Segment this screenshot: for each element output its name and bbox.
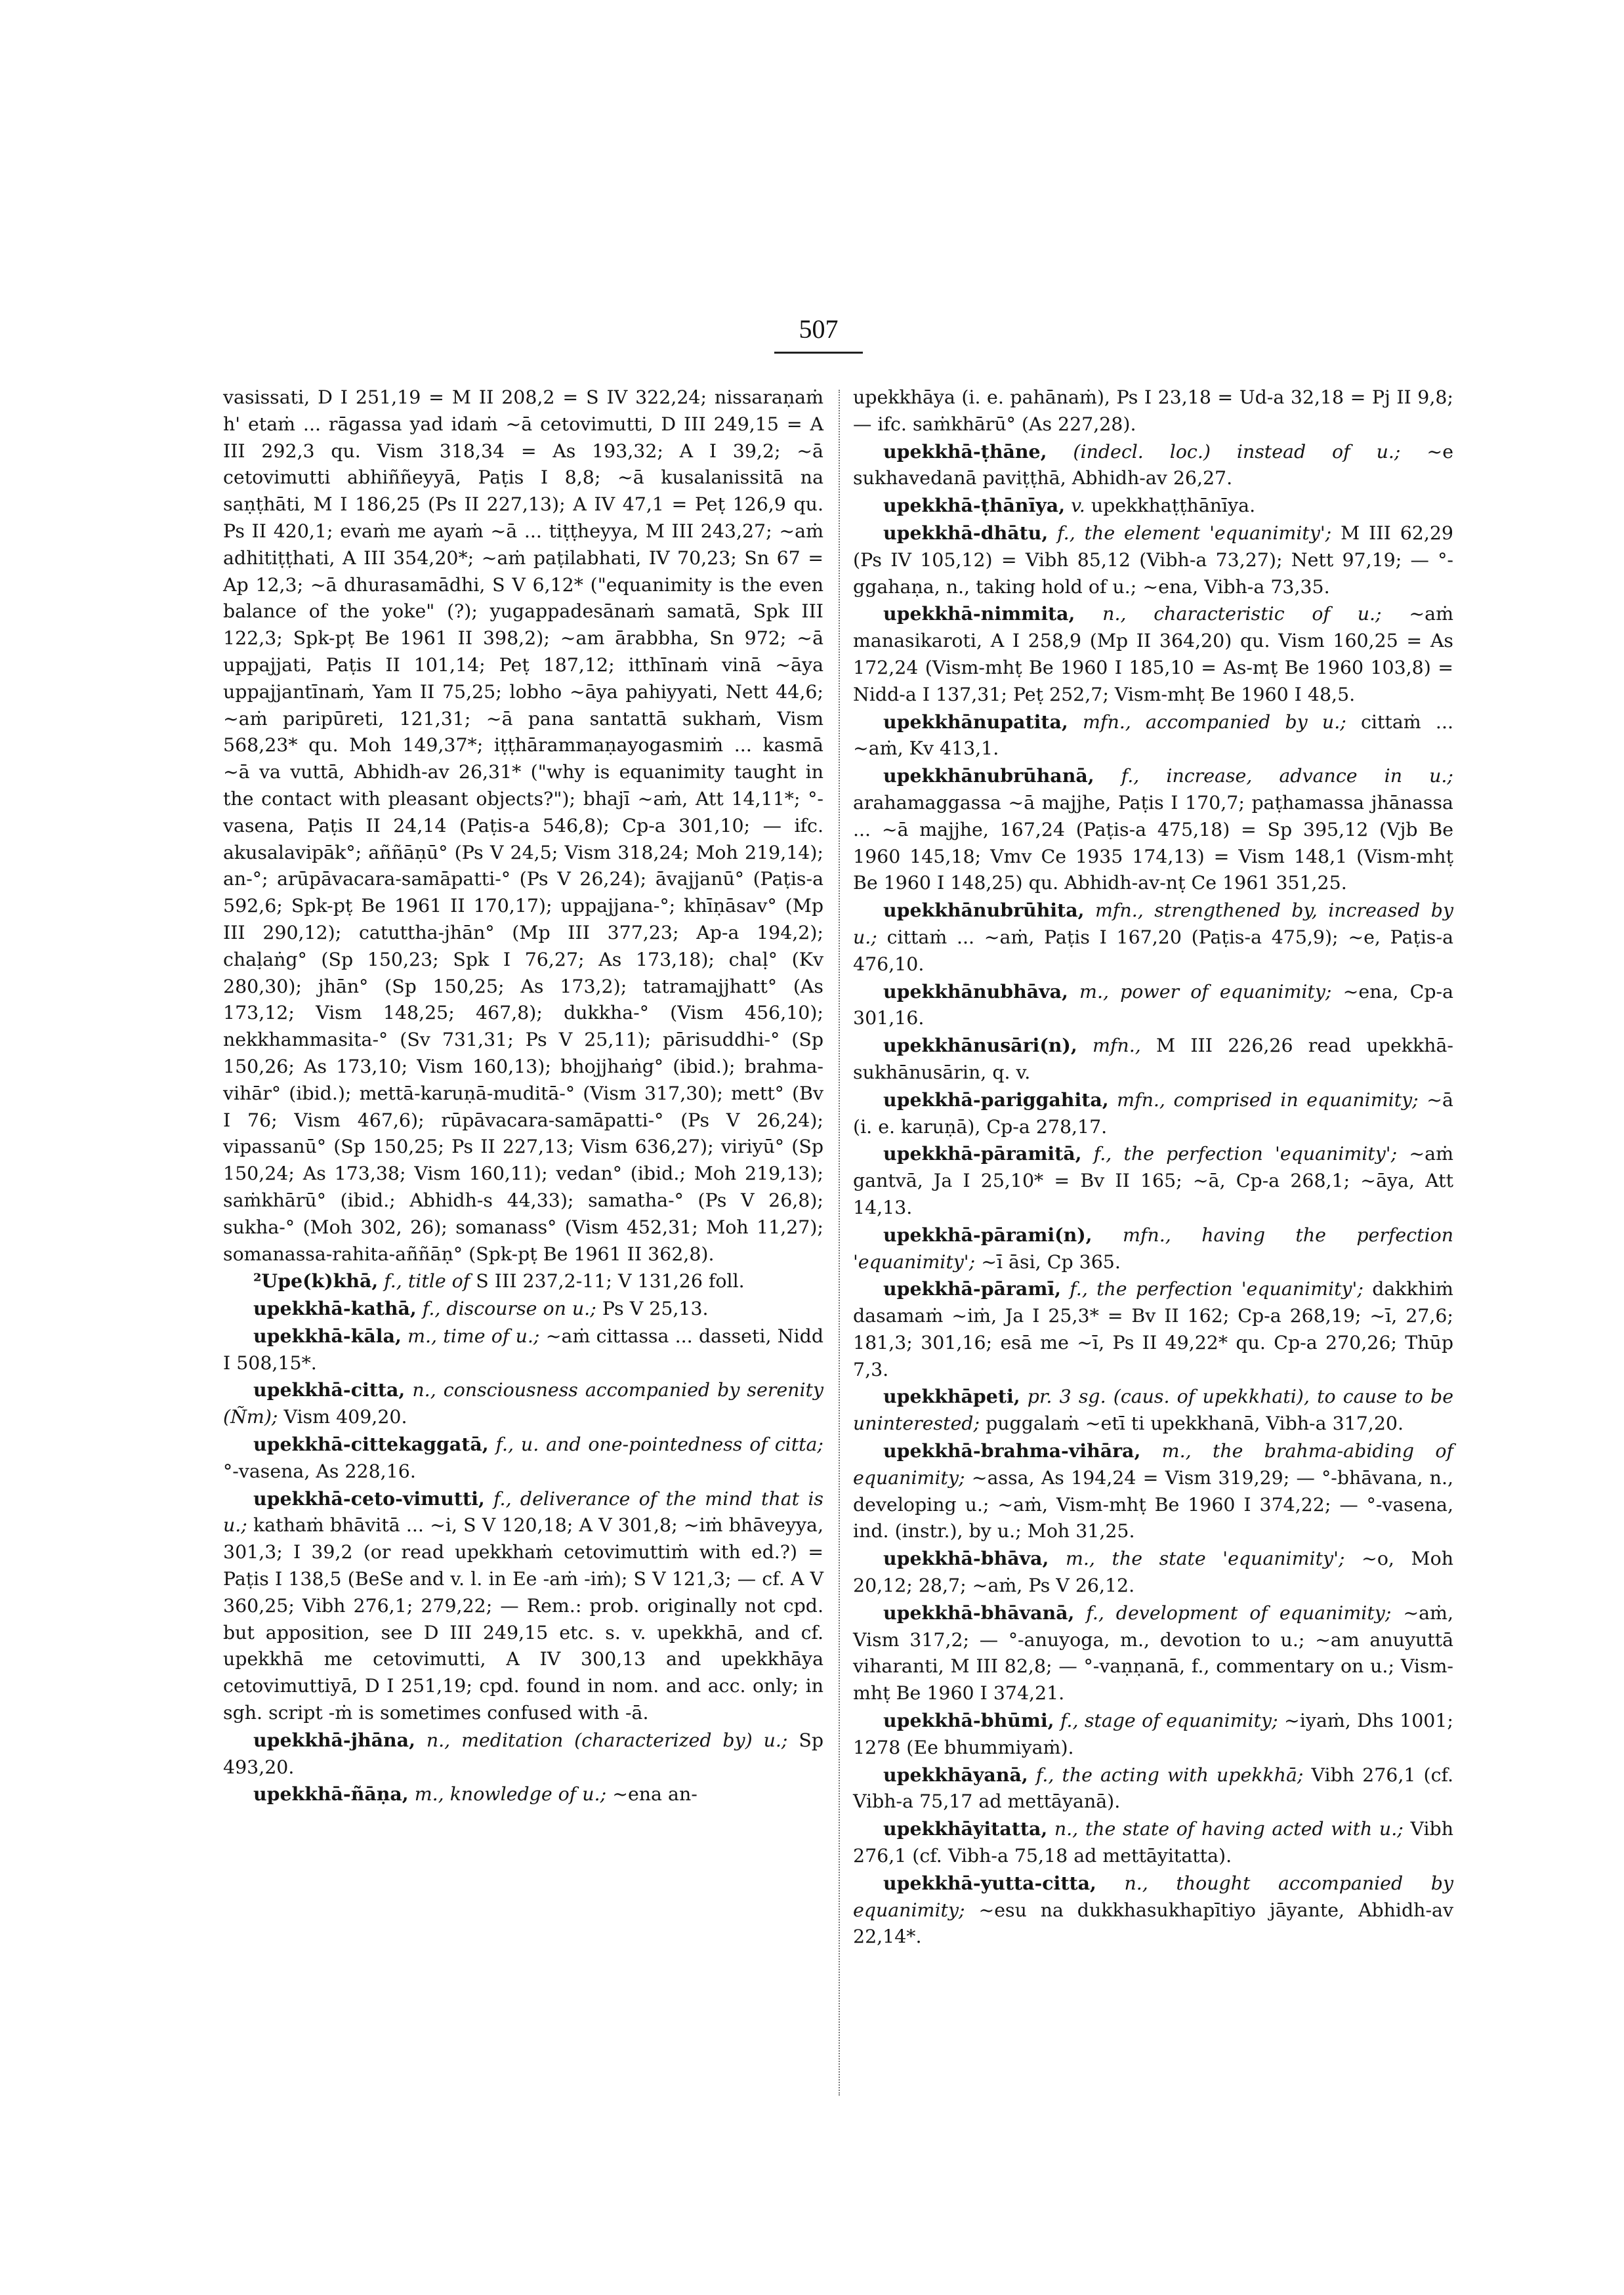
dictionary-entry [223, 1727, 823, 1781]
entry-body: ~esu na dukkhasukhapītiyo jāyante, Abhidh-av 22,14*. [853, 1899, 1453, 1948]
entry-gloss: f., increase, advance in u.; [1121, 765, 1453, 787]
dictionary-entry [853, 1140, 1453, 1221]
entry-body: ~ena, Cp-a 301,16. [853, 980, 1454, 1029]
entry-gloss: n., consciousness accompanied by serenity (Ñm); [223, 1379, 823, 1428]
entry-gloss: f., u. and one-pointedness of citta; [495, 1434, 823, 1456]
entry-body: M III 62,29 (Ps IV 105,12) = Vibh 85,12 (Vibh-a 73,27); Nett 97,19; — °-ggahaṇa, n., taking hold of u.; ~ena, Vibh-a 73,35. [853, 522, 1453, 598]
dictionary-entry [853, 520, 1453, 600]
dictionary-entry [853, 1870, 1453, 1951]
entry-gloss: mfn., accompanied by u.; [1083, 711, 1346, 733]
dictionary-entry [853, 1437, 1453, 1545]
entry-body: ~aṁ gantvā, Ja I 25,10* = Bv II 165; ~ā, Cp-a 268,1; ~āya, Att 14,13. [853, 1143, 1454, 1218]
dictionary-entry [223, 1268, 823, 1295]
entry-body: ~ī āsi, Cp 365. [981, 1251, 1121, 1273]
dictionary-entry [853, 1383, 1453, 1437]
entry-body: °-vasena, As 228,16. [223, 1460, 416, 1482]
entry-gloss: f., the element 'equanimity'; [1057, 522, 1332, 544]
entry-body: Sp 493,20. [223, 1729, 824, 1778]
entry-gloss: n., meditation (characterized by) u.; [426, 1729, 788, 1751]
entry-body: vasissati, D I 251,19 = M II 208,2 = S IV 322,24; nissaraṇaṁ h' etaṁ ... rāgassa yad idaṁ ~ā cetovimutti, D III 249,15 = A III 292,3 qu. Vism 318,34 = As 193,32; A I 39,2; ~ā cetovimutti abhiññeyyā, Paṭis I 8,8; ~ā kusalanissitā na saṇṭhāti, M I 186,25 (Ps II 227,13); A IV 47,1 = Peṭ 126,9 qu. Ps II 420,1; evaṁ me ayaṁ ~ā ... tiṭṭheyya, M III 243,27; ~aṁ adhitiṭṭhati, A III 354,20*; ~aṁ paṭilabhati, IV 70,23; Sn 67 = Ap 12,3; ~ā dhurasamādhi, S V 6,12* ("equanimity is the even balance of the yoke" (?); yugappadesānaṁ samatā, Spk III 122,3; Spk-pṭ Be 1961 II 398,2); ~am ārabbha, Sn 972; ~ā uppajjati, Paṭis II 101,14; Peṭ 187,12; itthīnaṁ vinā ~āya uppajjantīnaṁ, Yam II 75,25; lobho ~āya pahiyyati, Nett 44,6; ~aṁ paripūreti, 121,31; ~ā pana santattā sukhaṁ, Vism 568,23* qu. Moh 149,37*; iṭṭhārammaṇayogasmiṁ ... kasmā ~ā va vuttā, Abhidh-av 26,31* ("why is equanimity taught in the contact with pleasant objects?"); bhajī ~aṁ, Att 14,11*; °-vasena, Paṭis II 24,14 (Paṭis-a 546,8); Cp-a 301,10; — ifc. akusalavipāk°; aññāṇū° (Ps V 24,5; Vism 318,24; Moh 219,14); an-°; arūpāvacara-samāpatti-° (Ps V 26,24); āvajjanū° (Paṭis-a 592,6; Spk-pṭ Be 1961 II 170,17); uppajjana-°; khīṇāsav° (Mp III 290,12); catuttha-jhān° (Mp III 377,23; Ap-a 194,2); chaḷaṅg° (Sp 150,23; Spk I 76,27; As 173,18); chaḷ° (Kv 280,30); jhān° (Sp 150,25; As 173,2); tatramajjhatt° (As 173,12; Vism 148,25; 467,8); dukkha-° (Vism 456,10); nekkhammasita-° (Sv 731,31; Ps V 25,11); pārisuddhi-° (Sp 150,26; As 173,10; Vism 160,13); bhojjhaṅg° (ibid.); brahma-vihār° (ibid.); mettā-karuṇā-muditā-° (Vism 317,30); mett° (Bv I 76; Vism 467,6); rūpāvacara-samāpatti-° (Ps V 26,24); vipassanū° (Sp 150,25; Ps II 227,13; Vism 636,27); viriyū° (Sp 150,24; As 173,38; Vism 160,11); vedan° (ibid.; Moh 219,13); saṁkhārū° (ibid.; Abhidh-s 44,33); samatha-° (Ps V 26,8); sukha-° (Moh 302, 26); somanass° (Vism 452,31; Moh 11,27); somanassa-rahita-aññāṇ° (Spk-pṭ Be 1961 II 362,8). [223, 386, 823, 1265]
entry-gloss: mfn., strengthened by, increased by u.; [853, 899, 1453, 948]
entry-body: cittaṁ ... ~aṁ, Kv 413,1. [853, 711, 1453, 760]
entry-body: arahamaggassa ~ā majjhe, Paṭis I 170,7; paṭhamassa jhānassa ... ~ā majjhe, 167,24 (Paṭis-a 475,18) = Sp 395,12 (Vjb Be 1960 145,18; Vmv Ce 1935 174,13) = Vism 148,1 (Vism-mhṭ Be 1960 I 148,25) qu. Abhidh-av-nṭ Ce 1961 351,25. [853, 791, 1453, 894]
entry-gloss: m., the brahma-abiding of equanimity; [853, 1440, 1453, 1489]
dictionary-entry [853, 492, 1453, 520]
entry-body: ~aṁ cittassa ... dasseti, Nidd I 508,15*. [223, 1325, 824, 1374]
entry-headword: upekkhā-nimmita, [883, 602, 1075, 625]
entry-gloss: pr. 3 sg. (caus. of upekkhati), to cause to be uninterested; [853, 1386, 1453, 1435]
entry-headword: upekkhānupatita, [883, 710, 1068, 733]
entry-body: ~assa, As 194,24 = Vism 319,29; — °-bhāvana, n., developing u.; ~aṁ, Vism-mhṭ Be 1960 I 374,22; — °-vasena, ind. (instr.), by u.; Moh 31,25. [853, 1466, 1454, 1542]
dictionary-entry [853, 438, 1453, 493]
entry-body: S III 237,2-11; V 131,26 foll. [476, 1270, 745, 1292]
entry-headword: upekkhānubhāva, [883, 980, 1068, 1003]
entry-gloss: m., knowledge of u.; [414, 1783, 607, 1806]
entry-gloss: m., power of equanimity; [1079, 980, 1332, 1003]
dictionary-entry [853, 600, 1453, 708]
entry-gloss: mfn., having the perfection 'equanimity'; [853, 1224, 1453, 1273]
dictionary-entry [853, 709, 1453, 763]
entry-body: ~aṁ manasikaroti, A I 258,9 (Mp II 364,20) qu. Vism 160,25 = As 172,24 (Vism-mhṭ Be 1960 I 185,10 = As-mṭ Be 1960 103,8) = Nidd-a I 137,31; Peṭ 252,7; Vism-mhṭ Be 1960 I 48,5. [853, 603, 1453, 705]
entry-gloss: f., development of equanimity; [1086, 1602, 1392, 1624]
dictionary-entry [853, 1086, 1453, 1141]
entry-gloss: mfn., comprised in equanimity; [1117, 1088, 1419, 1111]
entry-body: ~ena an- [612, 1783, 697, 1806]
entry-headword: upekkhāpeti, [883, 1385, 1020, 1408]
dictionary-entry [223, 1485, 823, 1727]
entry-gloss: f., stage of equanimity; [1060, 1710, 1278, 1732]
entry-body: dakkhiṁ dasamaṁ ~iṁ, Ja I 25,3* = Bv II 162; Cp-a 268,19; ~ī, 27,6; 181,3; 301,16; esā me ~ī, Ps II 49,22* qu. Cp-a 270,26; Thūp 7,3. [853, 1278, 1453, 1380]
entry-gloss: f., deliverance of the mind that is u.; [223, 1487, 824, 1537]
entry-gloss: n., the state of having acted with u.; [1054, 1818, 1404, 1840]
right-column [853, 384, 1453, 1951]
entry-gloss: f., title of [384, 1270, 470, 1292]
entry-gloss: f., the perfection 'equanimity'; [1070, 1278, 1364, 1300]
entry-body: ~aṁ, Vism 317,2; — °-anuyoga, m., devotion to u.; ~am anuyuttā viharanti, M III 82,8; — °-vaṇṇanā, f., commentary on u.; Vism-mhṭ Be 1960 I 374,21. [853, 1602, 1453, 1705]
dictionary-entry [853, 1707, 1453, 1762]
dictionary-entry [853, 1762, 1453, 1816]
entry-headword: upekkhā-bhāva, [883, 1547, 1049, 1570]
entry-gloss: m., the state 'equanimity'; [1065, 1548, 1345, 1570]
dictionary-entry [853, 978, 1453, 1033]
entry-headword: upekkhā-cittekaggatā, [253, 1433, 489, 1456]
page-number-rule [774, 352, 863, 354]
entry-gloss: f., the perfection 'equanimity'; [1093, 1143, 1398, 1165]
entry-headword: upekkhāyitatta, [883, 1817, 1048, 1840]
entry-headword: upekkhānubrūhanā, [883, 764, 1094, 787]
entry-headword: upekkhā-pāramitā, [883, 1142, 1082, 1165]
dictionary-entry [223, 1431, 823, 1485]
dictionary-entry [223, 1295, 823, 1323]
entry-gloss: m., time of u.; [407, 1325, 540, 1347]
entry-gloss: v. [1071, 495, 1085, 517]
dictionary-entry [853, 1600, 1453, 1707]
entry-headword: upekkhānubrūhita, [883, 899, 1085, 922]
entry-headword: upekkhā-ṭhānīya, [883, 494, 1066, 517]
dictionary-entry [223, 384, 823, 1268]
entry-headword: ²Upe(k)khā, [253, 1270, 379, 1292]
entry-body: kathaṁ bhāvitā ... ~i, S V 120,18; A V 301,8; ~iṁ bhāveyya, 301,3; I 39,2 (or read upekkhaṁ cetovimuttiṁ with ed.?) = Paṭis I 138,5 (BeSe and v. l. in Ee -aṁ -iṁ); S V 121,3; — cf. A V 360,25; Vibh 276,1; 279,22; — Rem.: prob. originally not cpd. but apposition, see D III 249,15 etc. s. v. upekkhā, and cf. upekkhā me cetovimutti, A IV 300,13 and upekkhāya cetovimuttiyā, D I 251,19; cpd. found in nom. and acc. only; in sgh. script -ṁ is sometimes confused with -ā. [223, 1514, 824, 1724]
entry-headword: upekkhā-kathā, [253, 1297, 417, 1320]
entry-gloss: f., the acting with upekkhā; [1035, 1764, 1304, 1786]
entry-headword: upekkhā-jhāna, [253, 1728, 415, 1751]
dictionary-entry [223, 1781, 823, 1808]
entry-headword: upekkhā-ñāṇa, [253, 1783, 409, 1806]
entry-headword: upekkhā-ṭhāne, [883, 440, 1047, 463]
dictionary-entry [853, 1275, 1453, 1383]
entry-gloss: n., thought accompanied by equanimity; [853, 1872, 1453, 1921]
entry-body: cittaṁ ... ~aṁ, Paṭis I 167,20 (Paṭis-a 475,9); ~e, Paṭis-a 476,10. [853, 926, 1453, 975]
entry-body: ~iyaṁ, Dhs 1001; 1278 (Ee bhummiyaṁ). [853, 1710, 1453, 1758]
page-number: 507 [799, 314, 839, 344]
dictionary-entry [853, 384, 1453, 438]
entry-headword: upekkhā-bhūmi, [883, 1709, 1054, 1732]
dictionary-entry [853, 897, 1453, 978]
entry-body: Vism 409,20. [283, 1406, 407, 1428]
entry-body: Ps V 25,13. [602, 1298, 709, 1320]
entry-headword: upekkhā-citta, [253, 1378, 406, 1401]
dictionary-entry [223, 1323, 823, 1377]
entry-headword: upekkhā-ceto-vimutti, [253, 1487, 485, 1510]
entry-body: ~ā (i. e. karuṇā), Cp-a 278,17. [853, 1088, 1453, 1138]
dictionary-entry [853, 1815, 1453, 1870]
entry-headword: upekkhā-pārami(n), [883, 1223, 1093, 1246]
entry-headword: upekkhā-pariggahita, [883, 1088, 1109, 1111]
dictionary-entry [853, 1032, 1453, 1086]
entry-body: upekkhāya (i. e. pahānaṁ), Ps I 23,18 = Ud-a 32,18 = Pj II 9,8; — ifc. saṁkhārū° (As 227,28). [853, 386, 1453, 435]
entry-body: puggalaṁ ~etī ti upekkhanā, Vibh-a 317,20. [986, 1413, 1404, 1435]
entry-headword: upekkhāyanā, [883, 1763, 1028, 1786]
entry-body: Vibh 276,1 (cf. Vibh-a 75,17 ad mettāyanā). [853, 1764, 1453, 1813]
dictionary-entry [223, 1376, 823, 1431]
entry-headword: upekkhā-brahma-vihāra, [883, 1439, 1141, 1462]
entry-body: M III 226,26 read upekkhā-sukhānusārin, q. v. [853, 1035, 1453, 1083]
dictionary-entry [853, 762, 1453, 897]
entry-gloss: n., characteristic of u.; [1102, 603, 1382, 625]
entry-gloss: f., discourse on u.; [422, 1298, 596, 1320]
entry-body: upekkhaṭṭhānīya. [1091, 495, 1256, 517]
entry-headword: upekkhā-bhāvanā, [883, 1601, 1075, 1624]
entry-headword: upekkhānusāri(n), [883, 1034, 1077, 1057]
column-separator [839, 390, 840, 2096]
dictionary-entry [853, 1222, 1453, 1276]
entry-body: Vibh 276,1 (cf. Vibh-a 75,18 ad mettāyitatta). [853, 1818, 1453, 1867]
entry-headword: upekkhā-yutta-citta, [883, 1871, 1096, 1894]
entry-body: ~e sukhavedanā paviṭṭhā, Abhidh-av 26,27. [853, 440, 1453, 489]
entry-headword: upekkhā-pāramī, [883, 1277, 1062, 1300]
entry-headword: upekkhā-kāla, [253, 1324, 402, 1347]
entry-gloss: (indecl. loc.) instead of u.; [1073, 440, 1401, 463]
left-column [223, 384, 823, 1808]
dictionary-entry [853, 1545, 1453, 1600]
entry-headword: upekkhā-dhātu, [883, 521, 1049, 544]
entry-gloss: mfn., [1092, 1035, 1141, 1057]
entry-body: ~o, Moh 20,12; 28,7; ~aṁ, Ps V 26,12. [853, 1548, 1453, 1597]
